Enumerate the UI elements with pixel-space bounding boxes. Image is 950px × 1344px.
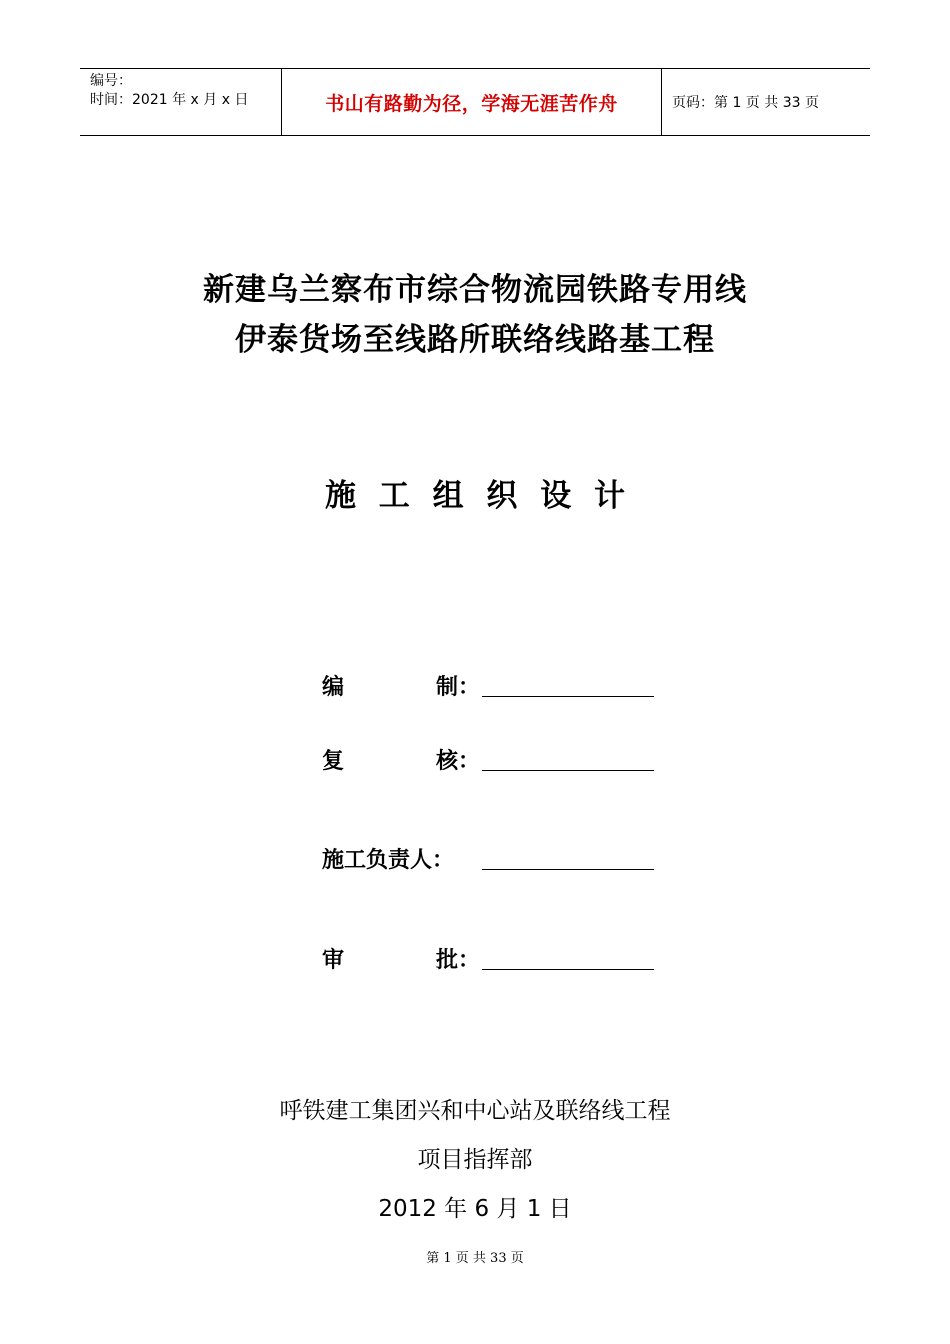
header-motto-cell	[282, 69, 662, 135]
doc-type-char: 计	[593, 478, 625, 514]
signature-line[interactable]	[482, 769, 654, 771]
doc-type-char: 设	[540, 478, 572, 514]
doc-type-char: 组	[432, 478, 464, 514]
signature-label-left: 审	[322, 948, 345, 973]
organization-department: 项目指挥部	[417, 1147, 533, 1173]
header-page-cell	[662, 69, 870, 135]
document-type-title	[0, 470, 950, 515]
doc-type-char: 施	[325, 478, 356, 514]
page-footer: 第 1 页 共 33 页	[426, 1251, 524, 1266]
title-line-1: 新建乌兰察布市综合物流园铁路专用线	[203, 272, 747, 308]
signature-line[interactable]	[482, 868, 654, 870]
organization-name: 呼铁建工集团兴和中心站及联络线工程	[279, 1098, 671, 1124]
signature-label	[322, 670, 480, 701]
signature-line[interactable]	[482, 695, 654, 697]
signature-label	[322, 943, 480, 974]
header-meta-cell	[80, 69, 282, 135]
signature-label	[322, 744, 480, 775]
page-info: 页码：第 1 页 共 33 页	[672, 95, 819, 111]
signature-label-left: 施工负责人：	[322, 848, 455, 873]
signature-row-compiled	[322, 670, 654, 701]
signature-row-responsible	[322, 843, 654, 874]
signature-label-left: 复	[322, 749, 345, 774]
title-line-2: 伊泰货场至线路所联络线路基工程	[235, 322, 715, 358]
signature-row-approval	[322, 943, 654, 974]
time-label: 时间：2021 年 x 月 x 日	[90, 92, 249, 108]
doc-type-char: 工	[378, 478, 410, 514]
number-label: 编号：	[90, 73, 132, 89]
signature-label	[322, 843, 480, 874]
signature-label-right: 批：	[435, 948, 480, 973]
doc-type-char: 织	[486, 478, 518, 514]
signature-label-right: 制：	[435, 675, 480, 700]
signature-label-left: 编	[322, 675, 345, 700]
signature-label-right: 核：	[435, 749, 480, 774]
document-date: 2012 年 6 月 1 日	[378, 1196, 572, 1222]
signature-line[interactable]	[482, 968, 654, 970]
motto-text: 书山有路勤为径，学海无涯苦作舟	[325, 92, 618, 115]
signature-row-review	[322, 744, 654, 775]
header-table	[80, 68, 870, 136]
